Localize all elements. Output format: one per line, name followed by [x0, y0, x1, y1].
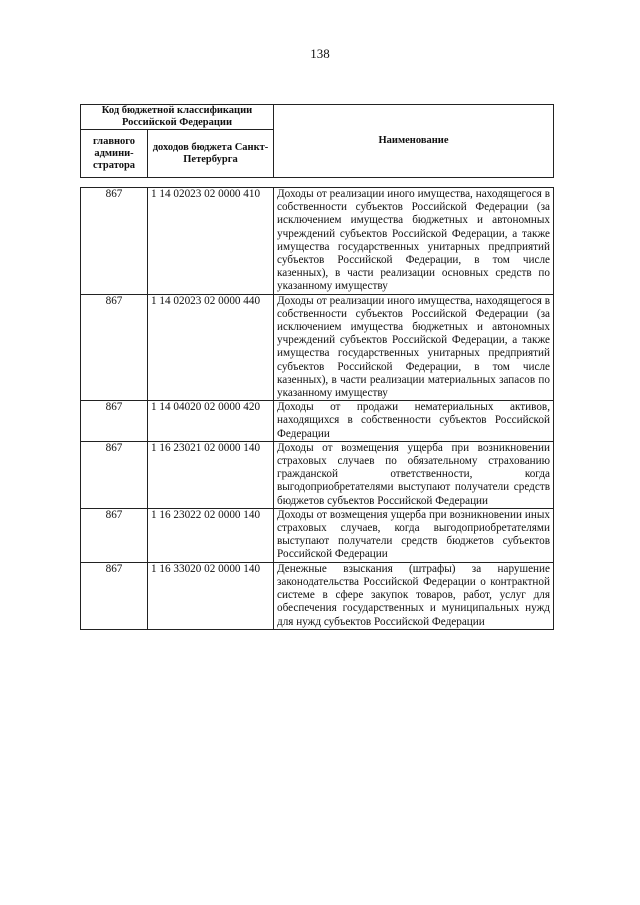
- revenue-code-cell: 1 16 33020 02 0000 140: [148, 562, 274, 629]
- admin-code-cell: 867: [81, 562, 148, 629]
- admin-code-cell: 867: [81, 188, 148, 295]
- name-cell: Денежные взыскания (штрафы) за нарушение законодательства Российской Федерации о контрактной системе в сфере закупок товаров, работ, услуг для обеспечения государственных и муниципальных нужд для нужд субъектов Российской Федерации: [274, 562, 554, 629]
- table-header: [80, 104, 554, 178]
- revenue-code-cell: 1 16 23021 02 0000 140: [148, 441, 274, 508]
- name-cell: Доходы от реализации иного имущества, находящегося в собственности субъектов Российской Федерации (за исключением имущества бюджетных и автономных учреждений субъектов Российской Федерации, а также имущества государственных унитарных предприятий субъектов Российской Федерации, в том числе казенных), в части реализации основных средств по указанному имуществу: [274, 188, 554, 295]
- table-row: [81, 188, 554, 295]
- header-kbk: Код бюджетной классификации Российской Федерации: [81, 105, 274, 130]
- revenue-code-cell: 1 16 23022 02 0000 140: [148, 508, 274, 562]
- name-cell: Доходы от возмещения ущерба при возникновении страховых случаев по обязательному страхованию гражданской ответственности, когда выгодоприобретателями выступают получатели средств бюджетов субъектов Российской Федерации: [274, 441, 554, 508]
- admin-code-cell: 867: [81, 441, 148, 508]
- revenue-code-cell: 1 14 04020 02 0000 420: [148, 401, 274, 442]
- header-admin: главного админи-стратора: [81, 130, 148, 178]
- table-row: [81, 508, 554, 562]
- table-row: [81, 441, 554, 508]
- table-row: [81, 401, 554, 442]
- revenue-table: [80, 187, 554, 630]
- header-name: Наименование: [274, 105, 554, 178]
- admin-code-cell: 867: [81, 401, 148, 442]
- name-cell: Доходы от продажи нематериальных активов, находящихся в собственности субъектов Российской Федерации: [274, 401, 554, 442]
- table-row: [81, 562, 554, 629]
- page-number: 138: [310, 46, 330, 61]
- revenue-code-cell: 1 14 02023 02 0000 440: [148, 294, 274, 401]
- name-cell: Доходы от реализации иного имущества, находящегося в собственности субъектов Российской Федерации (за исключением имущества бюджетных и автономных учреждений субъектов Российской Федерации, а также имущества государственных унитарных предприятий субъектов Российской Федерации, в том числе казенных), в части реализации материальных запасов по указанному имуществу: [274, 294, 554, 401]
- admin-code-cell: 867: [81, 294, 148, 401]
- header-revenue: доходов бюджета Санкт-Петербурга: [148, 130, 274, 178]
- table-row: [81, 294, 554, 401]
- admin-code-cell: 867: [81, 508, 148, 562]
- name-cell: Доходы от возмещения ущерба при возникновении иных страховых случаев, когда выгодоприобретателями выступают получатели средств бюджетов субъектов Российской Федерации: [274, 508, 554, 562]
- revenue-code-cell: 1 14 02023 02 0000 410: [148, 188, 274, 295]
